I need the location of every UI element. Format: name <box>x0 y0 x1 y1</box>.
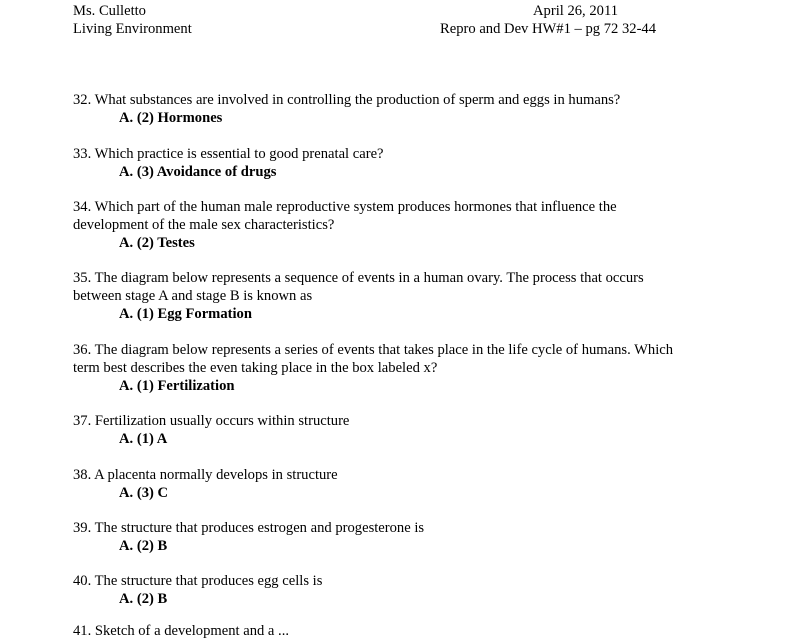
question-text: 34. Which part of the human male reproductive system produces hormones that influence the <box>73 199 617 215</box>
question-text: 37. Fertilization usually occurs within structure <box>73 413 350 429</box>
answer: A. (1) Egg Formation <box>119 306 252 322</box>
answer: A. (1) A <box>119 431 168 447</box>
question-34 <box>73 198 733 252</box>
question-text: 32. What substances are involved in controlling the production of sperm and eggs in humans? <box>73 92 621 108</box>
answer: A. (2) Testes <box>119 235 195 251</box>
question-text-cont: between stage A and stage B is known as <box>73 288 313 304</box>
answer: A. (2) B <box>119 591 168 607</box>
question-37 <box>73 412 733 448</box>
question-text: 36. The diagram below represents a series of events that takes place in the life cycle of humans. Which <box>73 342 674 358</box>
question-text: 33. Which practice is essential to good prenatal care? <box>73 146 384 162</box>
answer: A. (3) Avoidance of drugs <box>119 164 277 180</box>
answer: A. (1) Fertilization <box>119 378 235 394</box>
question-36 <box>73 341 733 395</box>
assignment-title: Repro and Dev HW#1 – pg 72 32-44 <box>440 21 657 37</box>
question-text-cont: development of the male sex characteristics? <box>73 217 335 233</box>
teacher-name: Ms. Culletto <box>73 3 146 19</box>
question-40 <box>73 572 733 608</box>
answer: A. (2) Hormones <box>119 110 223 126</box>
answer: A. (3) C <box>119 485 169 501</box>
question-text: 35. The diagram below represents a sequence of events in a human ovary. The process that occurs <box>73 270 644 286</box>
header-left <box>73 2 192 38</box>
cutoff-text: 41. Sketch of a development and a ... <box>73 623 290 639</box>
course-name: Living Environment <box>73 21 192 37</box>
date: April 26, 2011 <box>533 3 618 19</box>
question-32 <box>73 91 733 127</box>
question-39 <box>73 519 733 555</box>
cutoff-question-41 <box>73 622 633 639</box>
question-38 <box>73 466 733 502</box>
question-text: 39. The structure that produces estrogen and progesterone is <box>73 520 425 536</box>
header-right <box>440 2 656 38</box>
question-33 <box>73 145 733 181</box>
question-text-cont: term best describes the even taking place in the box labeled x? <box>73 360 438 376</box>
question-text: 40. The structure that produces egg cells is <box>73 573 323 589</box>
question-text: 38. A placenta normally develops in structure <box>73 467 338 483</box>
answer: A. (2) B <box>119 538 168 554</box>
question-35 <box>73 269 733 323</box>
